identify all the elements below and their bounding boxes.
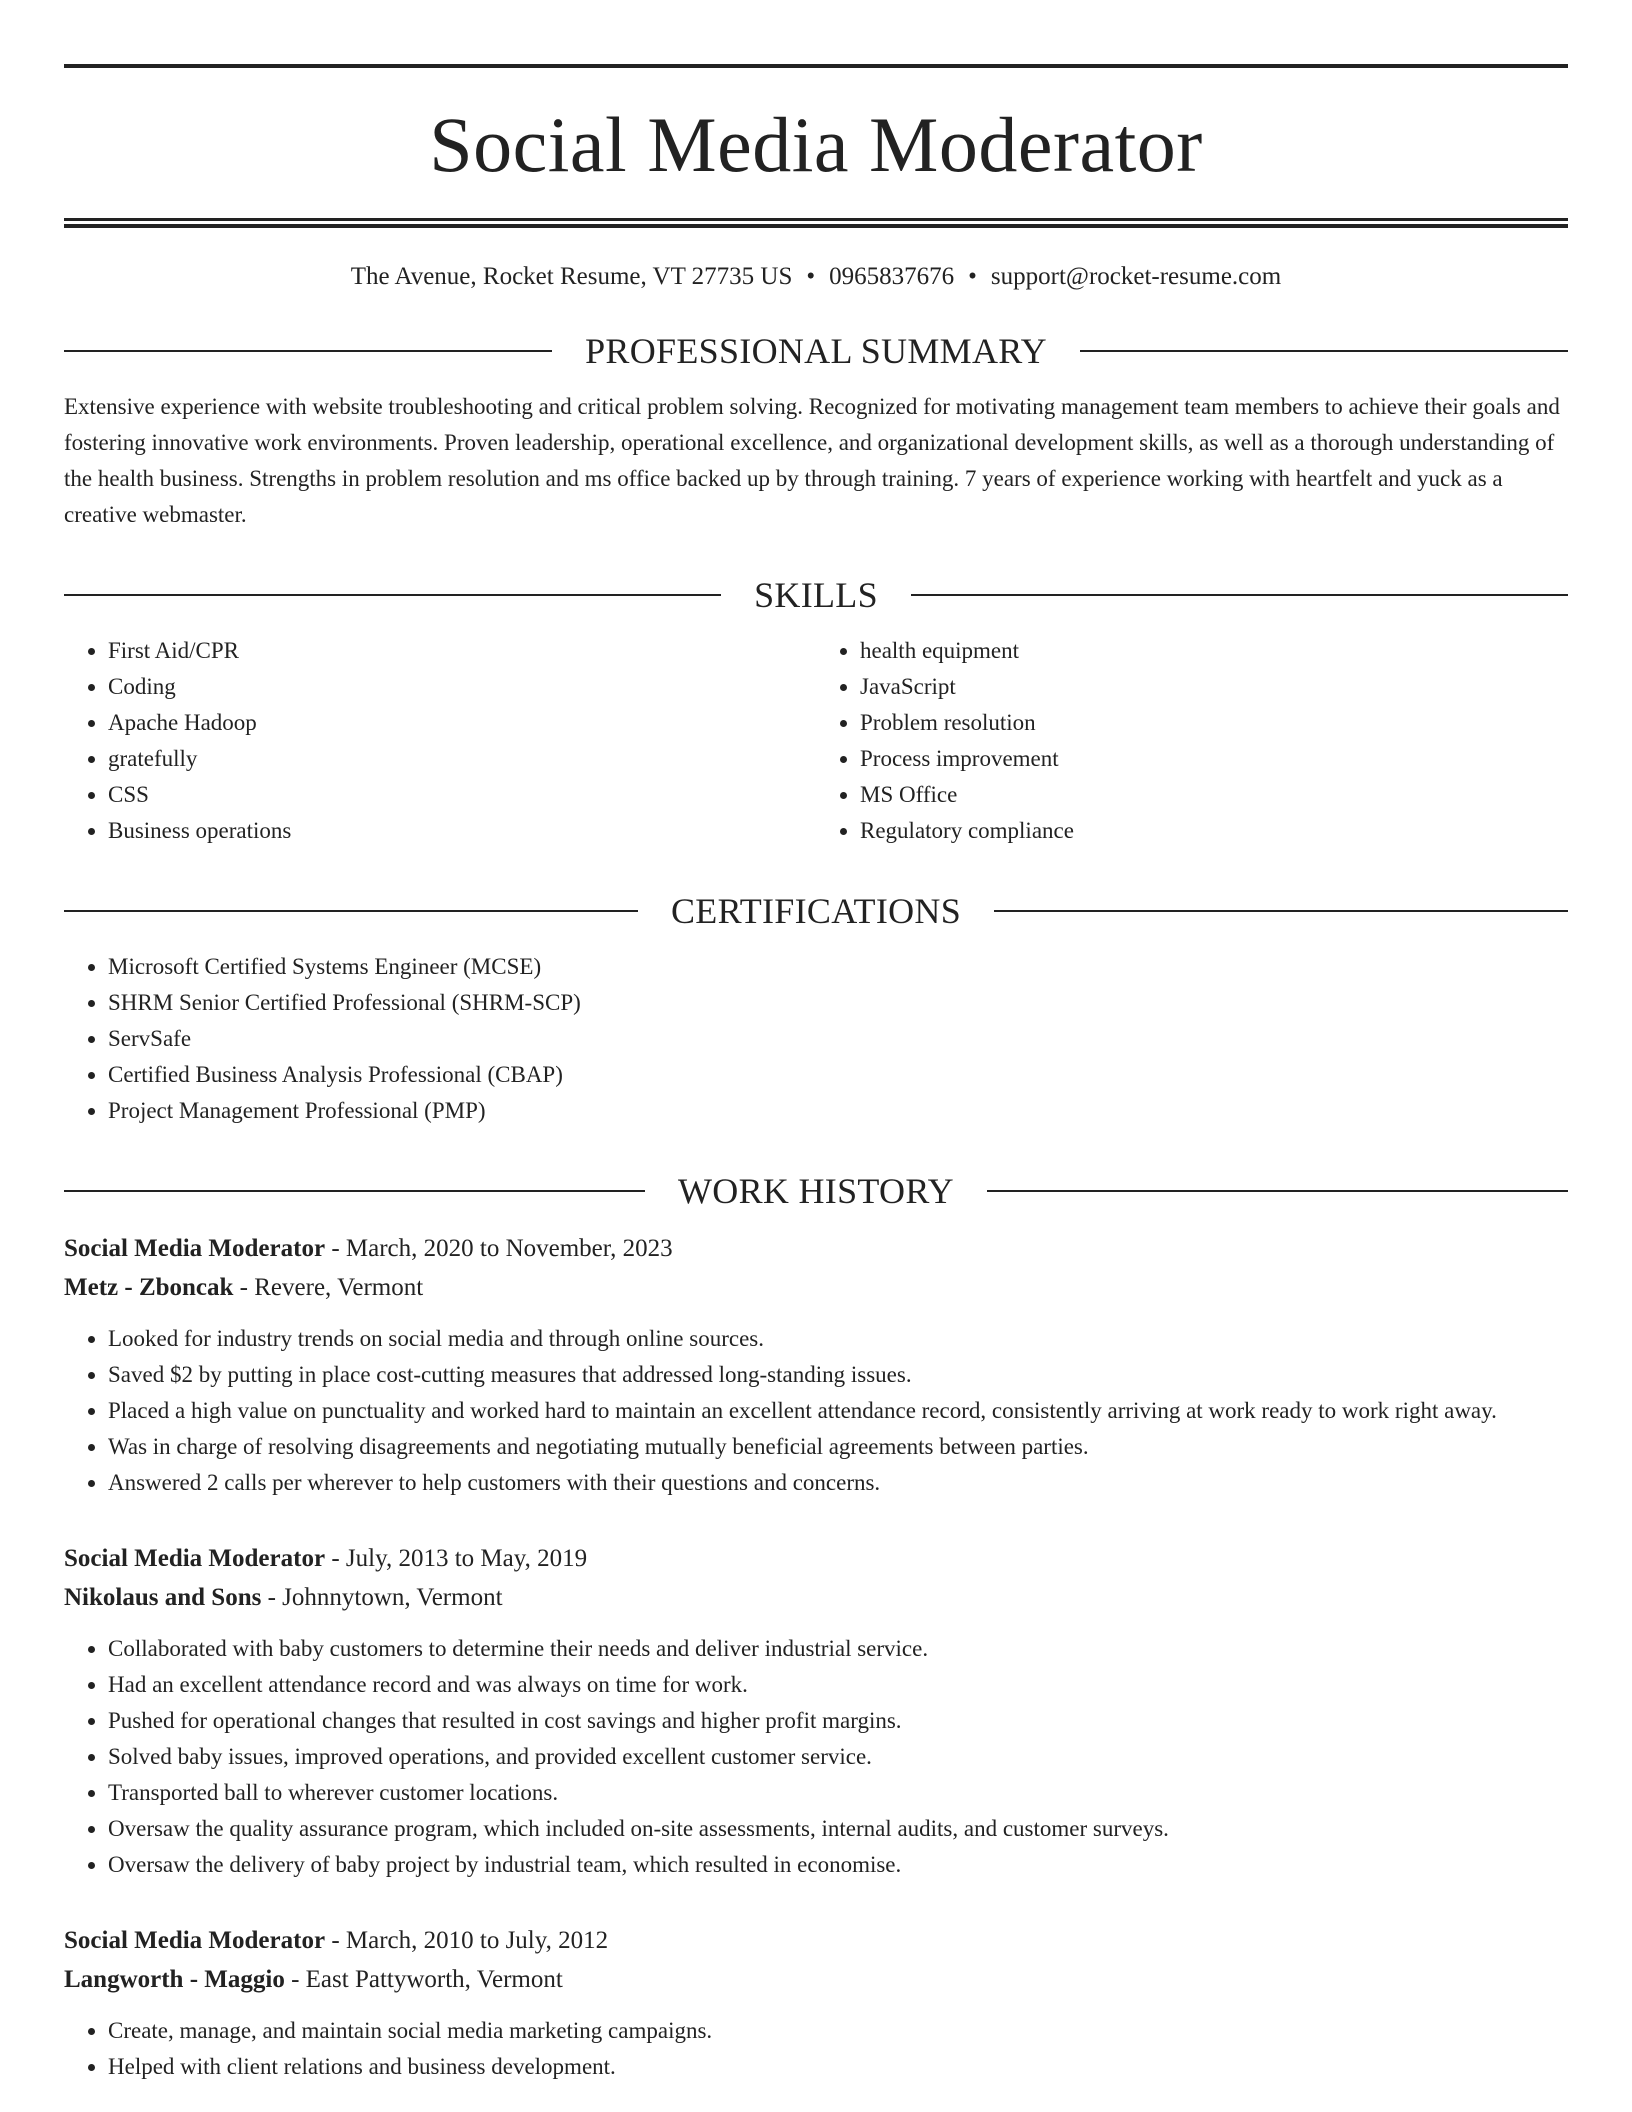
skill-item: • Regulatory compliance — [860, 813, 1568, 849]
job-company-line — [64, 1960, 1568, 1999]
title-double-rule — [64, 218, 1568, 228]
job-company-line — [64, 1578, 1568, 1617]
skills-columns — [64, 633, 1568, 849]
work-history-heading — [64, 1173, 1568, 1209]
job-bullet: • Collaborated with baby customers to determine their needs and deliver industrial service. — [108, 1631, 1568, 1667]
certifications-heading — [64, 893, 1568, 929]
summary-heading-title: PROFESSIONAL SUMMARY — [585, 331, 1047, 371]
contact-email: support@rocket-resume.com — [990, 263, 1282, 290]
job-role-line — [64, 1921, 1568, 1960]
job-role: Social Media Moderator — [64, 1235, 326, 1262]
certifications-heading-title: CERTIFICATIONS — [670, 891, 962, 931]
contact-separator: • — [806, 263, 816, 290]
certification-item: • ServSafe — [108, 1021, 1568, 1057]
job-company: Nikolaus and Sons — [64, 1584, 262, 1611]
certification-item: • SHRM Senior Certified Professional (SHRM-SCP) — [108, 985, 1568, 1021]
skills-heading — [64, 577, 1568, 613]
job-bullet: • Create, manage, and maintain social media marketing campaigns. — [108, 2013, 1568, 2049]
job-entry — [64, 1539, 1568, 1883]
job-bullets — [64, 1321, 1568, 1501]
skill-item: • Apache Hadoop — [108, 705, 816, 741]
job-location: - Revere, Vermont — [233, 1274, 424, 1301]
skill-item: • Process improvement — [860, 741, 1568, 777]
job-dates: - March, 2020 to November, 2023 — [325, 1235, 673, 1262]
skill-item: • Business operations — [108, 813, 816, 849]
job-bullet: • Transported ball to wherever customer locations. — [108, 1775, 1568, 1811]
job-bullet: • Answered 2 calls per wherever to help customers with their questions and concerns. — [108, 1465, 1568, 1501]
certification-item: • Project Management Professional (PMP) — [108, 1093, 1568, 1129]
work-history-heading-title: WORK HISTORY — [678, 1171, 954, 1211]
job-bullet: • Was in charge of resolving disagreements and negotiating mutually beneficial agreements between parties. — [108, 1429, 1568, 1465]
heading-rule-right — [987, 1190, 1568, 1192]
job-dates: - July, 2013 to May, 2019 — [325, 1545, 588, 1572]
job-location: - East Pattyworth, Vermont — [284, 1966, 563, 1993]
skills-heading-title: SKILLS — [754, 575, 878, 615]
heading-rule-left — [64, 910, 638, 912]
heading-rule-right — [911, 594, 1568, 596]
job-bullet: • Pushed for operational changes that resulted in cost savings and higher profit margins. — [108, 1703, 1568, 1739]
contact-line — [64, 264, 1568, 289]
summary-text: Extensive experience with website troubleshooting and critical problem solving. Recognized for motivating management team members to achieve their goals and fostering innovative work environments. Proven leadership, operational excellence, and organizational development skills, as well as a thorough understanding of the health business. Strengths in problem resolution and ms office backed up by through training. 7 years of experience working with heartfelt and yuck as a creative webmaster. — [64, 394, 1560, 527]
job-company-line — [64, 1268, 1568, 1307]
job-bullets — [64, 1631, 1568, 1883]
heading-rule-left — [64, 1190, 645, 1192]
skill-item: • JavaScript — [860, 669, 1568, 705]
job-bullet: • Oversaw the quality assurance program, which included on-site assessments, internal audits, and customer surveys. — [108, 1811, 1568, 1847]
job-bullets — [64, 2013, 1568, 2085]
job-role-line — [64, 1539, 1568, 1578]
summary-heading — [64, 333, 1568, 369]
job-role: Social Media Moderator — [64, 1927, 326, 1954]
contact-phone: 0965837676 — [829, 263, 955, 290]
job-role: Social Media Moderator — [64, 1545, 326, 1572]
job-bullet: • Looked for industry trends on social media and through online sources. — [108, 1321, 1568, 1357]
job-bullet: • Oversaw the delivery of baby project by industrial team, which resulted in economise. — [108, 1847, 1568, 1883]
skills-list-right — [816, 633, 1568, 849]
skill-item: • Coding — [108, 669, 816, 705]
job-bullet: • Solved baby issues, improved operations, and provided excellent customer service. — [108, 1739, 1568, 1775]
certification-item: • Certified Business Analysis Professional (CBAP) — [108, 1057, 1568, 1093]
contact-separator: • — [968, 263, 977, 290]
job-dates: - March, 2010 to July, 2012 — [325, 1927, 609, 1954]
job-bullet: • Had an excellent attendance record and was always on time for work. — [108, 1667, 1568, 1703]
resume-title: Social Media Moderator — [429, 101, 1203, 188]
heading-rule-left — [64, 594, 721, 596]
skill-item: • health equipment — [860, 633, 1568, 669]
skills-list-left — [64, 633, 816, 849]
job-company: Metz - Zboncak — [64, 1274, 234, 1301]
job-entry — [64, 1229, 1568, 1501]
skill-item: • gratefully — [108, 741, 816, 777]
job-company: Langworth - Maggio — [64, 1966, 285, 1993]
top-rule — [64, 64, 1568, 68]
heading-rule-left — [64, 350, 552, 352]
certifications-list — [64, 949, 1568, 1129]
skill-item: • First Aid/CPR — [108, 633, 816, 669]
skill-item: • MS Office — [860, 777, 1568, 813]
certification-item: • Microsoft Certified Systems Engineer (MCSE) — [108, 949, 1568, 985]
heading-rule-right — [1080, 350, 1568, 352]
job-entry — [64, 1921, 1568, 2085]
job-bullet: • Saved $2 by putting in place cost-cutting measures that addressed long-standing issues. — [108, 1357, 1568, 1393]
skill-item: • Problem resolution — [860, 705, 1568, 741]
heading-rule-right — [994, 910, 1568, 912]
skill-item: • CSS — [108, 777, 816, 813]
job-bullet: • Helped with client relations and business development. — [108, 2049, 1568, 2085]
job-role-line — [64, 1229, 1568, 1268]
resume-page — [64, 64, 1568, 2085]
contact-address: The Avenue, Rocket Resume, VT 27735 US — [350, 263, 793, 290]
job-bullet: • Placed a high value on punctuality and worked hard to maintain an excellent attendance record, consistently arriving at work ready to work right away. — [108, 1393, 1568, 1429]
job-location: - Johnnytown, Vermont — [261, 1584, 503, 1611]
